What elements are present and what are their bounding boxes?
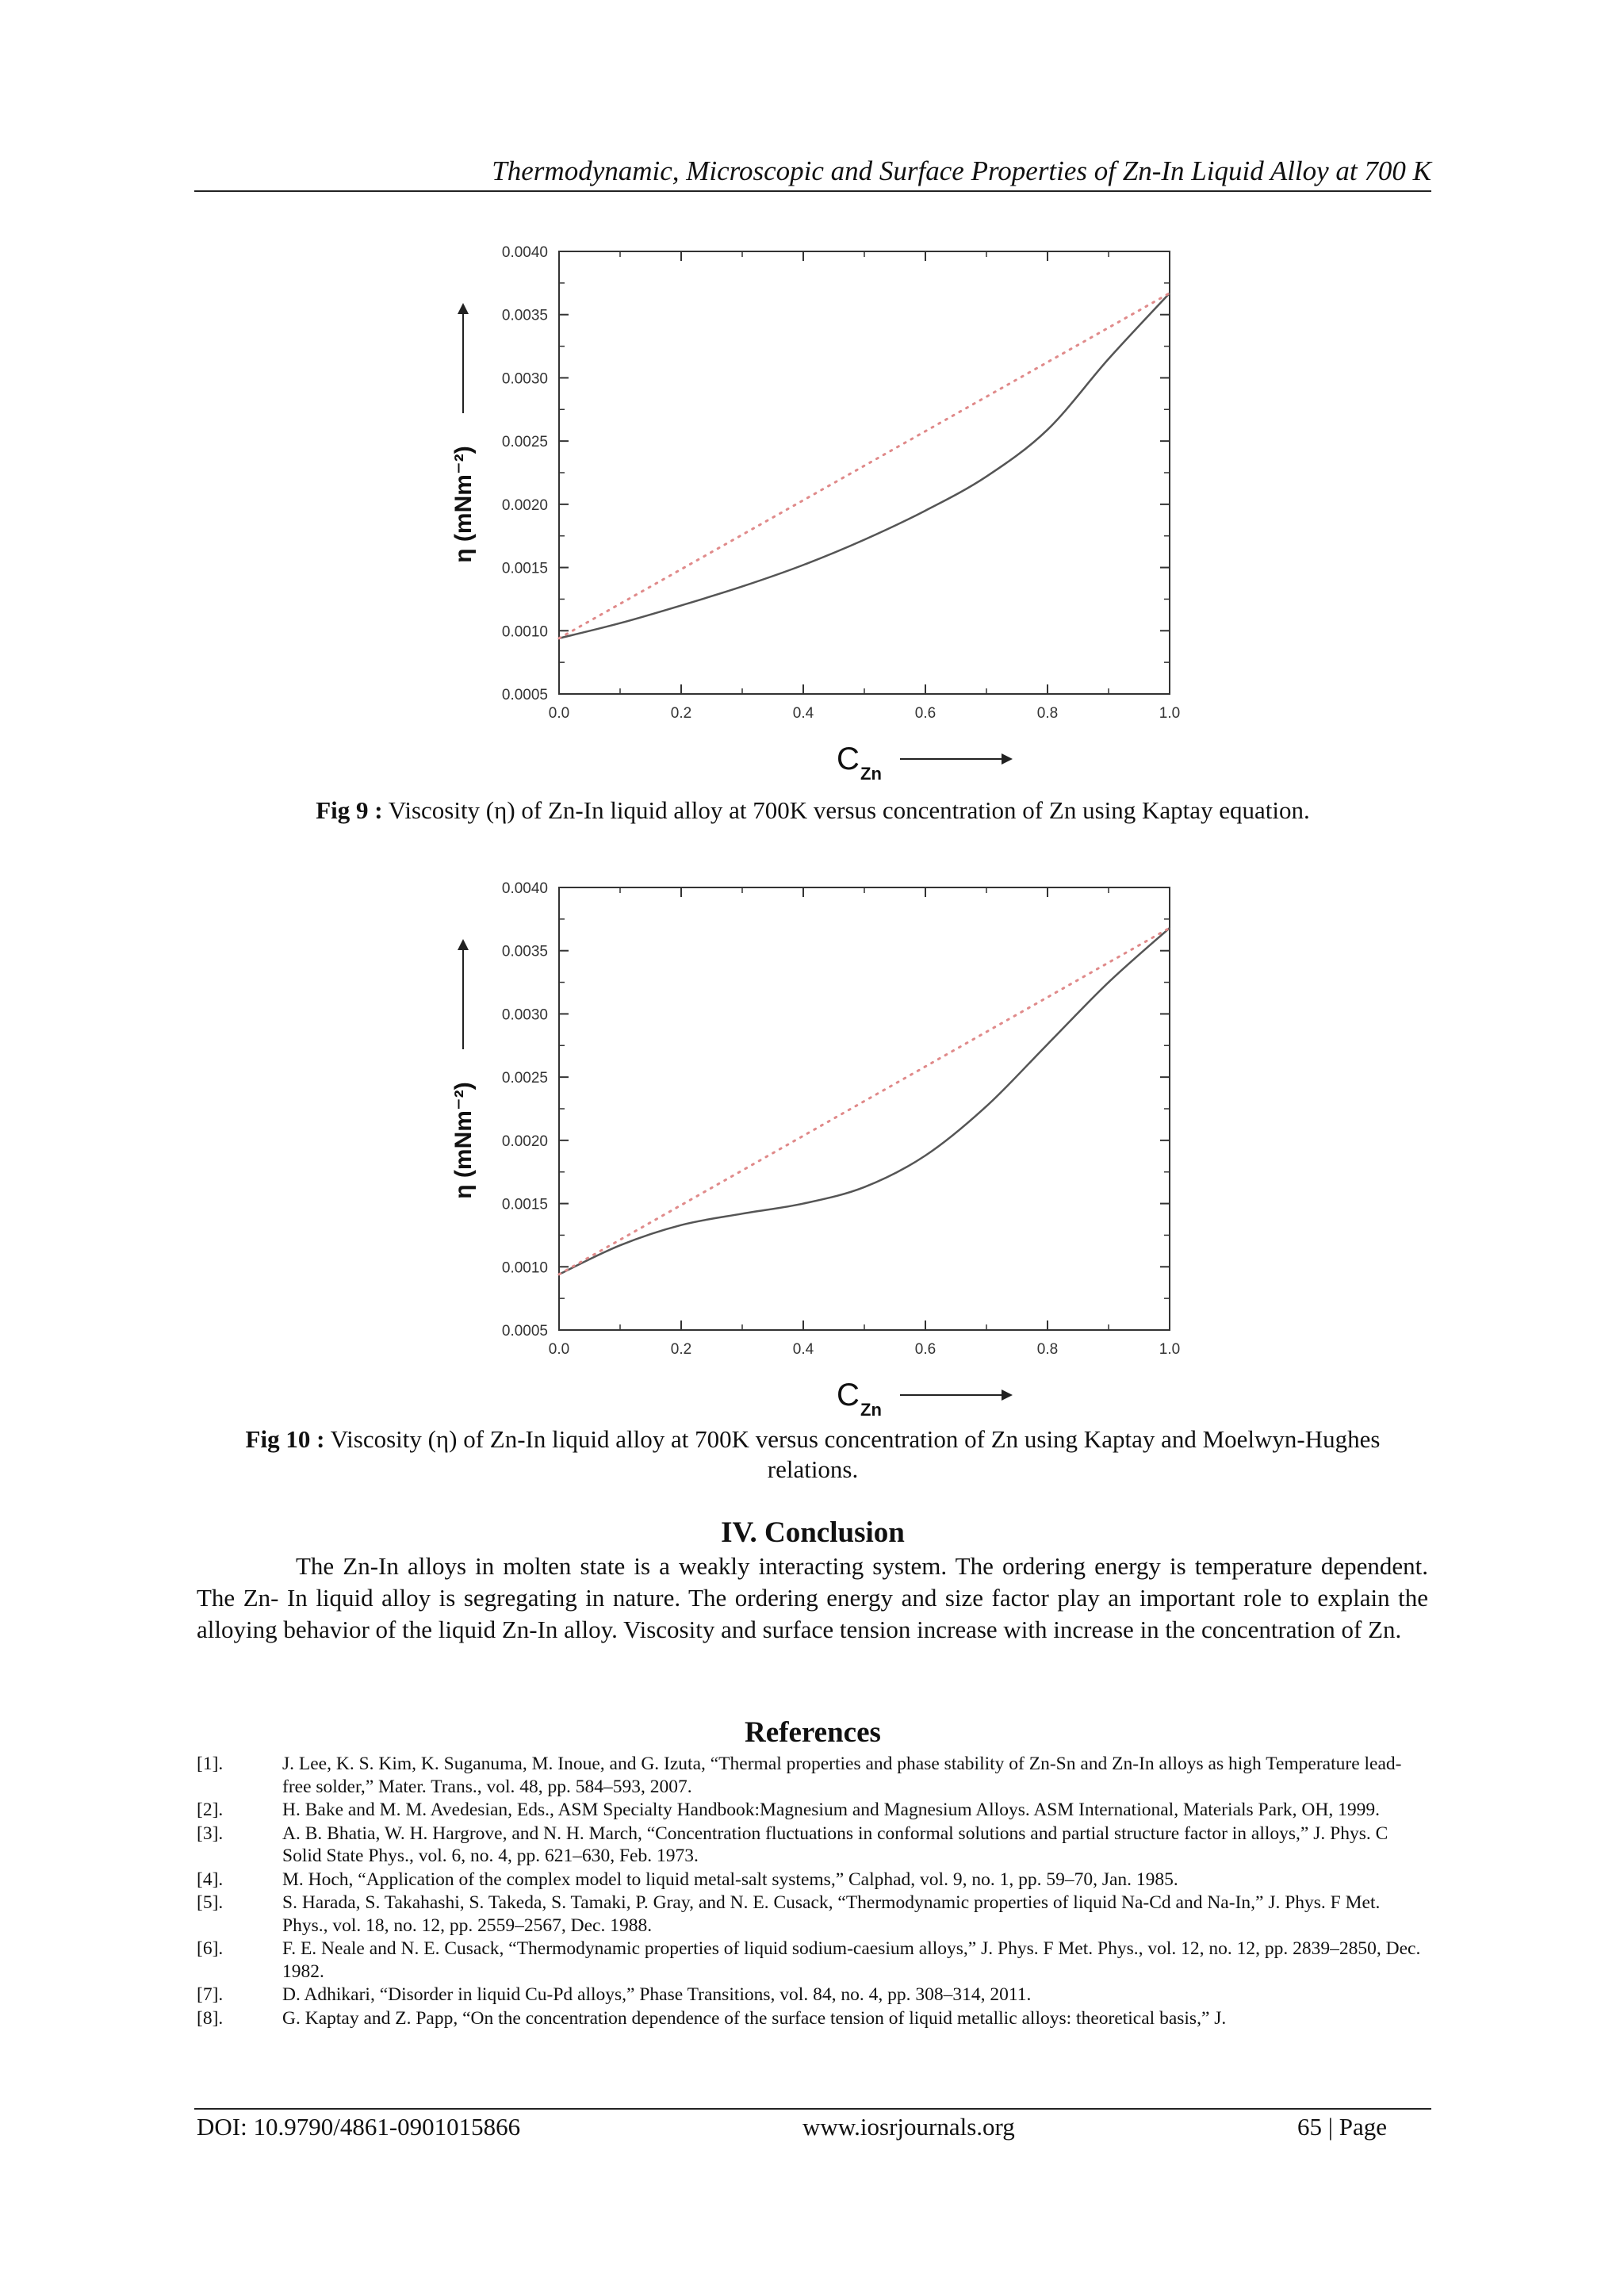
footer-divider xyxy=(194,2108,1431,2110)
reference-item xyxy=(197,1892,1422,1937)
x-axis-title: C xyxy=(837,742,860,776)
reference-number: [5]. xyxy=(197,1892,224,1913)
figure-10-caption xyxy=(214,1424,1411,1485)
footer-page-number: 65 | Page xyxy=(1297,2113,1387,2141)
figure-9-label: Fig 9 : xyxy=(316,796,383,824)
reference-text: H. Bake and M. M. Avedesian, Eds., ASM Specialty Handbook:Magnesium and Magnesium Alloys. ASM International, Materials Park, OH, 1999. xyxy=(282,1800,1380,1820)
x-tick-label: 1.0 xyxy=(1159,1341,1181,1358)
x-axis-title: C xyxy=(837,1378,860,1412)
reference-number: [6]. xyxy=(197,1938,224,1959)
y-tick-label: 0.0040 xyxy=(501,244,548,261)
dotted-reference-line xyxy=(559,293,1170,638)
header-divider xyxy=(194,190,1431,192)
y-axis-title-group xyxy=(450,939,477,1199)
y-tick-label: 0.0030 xyxy=(501,1006,548,1024)
x-axis-subscript: Zn xyxy=(860,764,882,784)
figure-9-text: Viscosity (η) of Zn-In liquid alloy at 700K versus concentration of Zn using Kaptay equation. xyxy=(382,796,1310,824)
y-tick-label: 0.0020 xyxy=(501,1133,548,1150)
reference-list xyxy=(197,1753,1422,2030)
y-tick-label: 0.0025 xyxy=(501,434,548,451)
figure-9-caption xyxy=(194,795,1431,826)
reference-text: G. Kaptay and Z. Papp, “On the concentration dependence of the surface tension of liquid metallic alloys: theoretical basis,” J. xyxy=(282,2007,1227,2029)
reference-text: D. Adhikari, “Disorder in liquid Cu-Pd alloys,” Phase Transitions, vol. 84, no. 4, pp. 308–314, 2011. xyxy=(282,1984,1032,2005)
y-tick-label: 0.0015 xyxy=(501,560,548,577)
y-axis-arrow-icon xyxy=(458,303,469,314)
x-axis-arrow-icon xyxy=(1002,753,1013,765)
y-axis-title-group xyxy=(450,303,477,563)
reference-text: S. Harada, S. Takahashi, S. Takeda, S. Tamaki, P. Gray, and N. E. Cusack, “Thermodynamic properties of liquid Na-Cd and Na-In,” J. Phys. F Met. Phys., vol. 18, no. 12, pp. 2559–2567, Dec. 1988. xyxy=(282,1892,1381,1936)
reference-item xyxy=(197,1823,1422,1868)
plot-frame xyxy=(559,251,1170,694)
y-tick-label: 0.0005 xyxy=(501,1323,548,1340)
y-tick-label: 0.0035 xyxy=(501,943,548,960)
y-tick-label: 0.0030 xyxy=(501,370,548,388)
plot-frame xyxy=(559,887,1170,1330)
conclusion-paragraph: The Zn-In alloys in molten state is a weakly interacting system. The ordering energy is temperature dependent. The Zn- In liquid alloy is segregating in nature. The ordering energy and size factor play an important role to explain the alloying behavior of the liquid Zn-In alloy. Viscosity and surface tension increase with increase in the concentration of Zn. xyxy=(197,1552,1428,1643)
reference-item xyxy=(197,1938,1422,1983)
y-tick-label: 0.0010 xyxy=(501,623,548,641)
x-tick-label: 0.4 xyxy=(792,705,814,722)
x-tick-label: 0.2 xyxy=(670,1341,692,1358)
y-tick-label: 0.0015 xyxy=(501,1196,548,1213)
reference-text: A. B. Bhatia, W. H. Hargrove, and N. H. March, “Concentration fluctuations in conformal solutions and partial structure factor in alloys,” J. Phys. C Solid State Phys., vol. 6, no. 4, pp. 621–630, Feb. 1973. xyxy=(282,1823,1388,1866)
reference-item xyxy=(197,1869,1422,1892)
reference-item xyxy=(197,1984,1422,2007)
y-tick-label: 0.0020 xyxy=(501,496,548,514)
reference-item xyxy=(197,1799,1422,1822)
chart-svg xyxy=(412,230,1221,833)
x-tick-label: 0.6 xyxy=(914,1341,936,1358)
footer-doi: DOI: 10.9790/4861-0901015866 xyxy=(197,2113,521,2141)
conclusion-heading: IV. Conclusion xyxy=(721,1516,905,1549)
y-tick-label: 0.0025 xyxy=(501,1070,548,1087)
reference-number: [4]. xyxy=(197,1869,224,1890)
dotted-reference-line xyxy=(559,928,1170,1274)
reference-text: J. Lee, K. S. Kim, K. Suganuma, M. Inoue, and G. Izuta, “Thermal properties and phase stability of Zn-Sn and Zn-In alloys as high Temperature lead-free solder,” Mater. Trans., vol. 48, pp. 584–593, 2007. xyxy=(282,1754,1402,1797)
x-tick-label: 0.6 xyxy=(914,705,936,722)
y-tick-label: 0.0005 xyxy=(501,687,548,703)
x-tick-label: 0.8 xyxy=(1036,705,1059,722)
y-axis-title: η (mNm⁻²) xyxy=(450,1082,477,1199)
y-tick-label: 0.0040 xyxy=(501,880,548,897)
x-axis-arrow-icon xyxy=(1002,1389,1013,1401)
reference-number: [7]. xyxy=(197,1984,224,2005)
x-tick-label: 0.4 xyxy=(792,1341,814,1358)
x-tick-label: 1.0 xyxy=(1159,705,1181,722)
figure-10-text: Viscosity (η) of Zn-In liquid alloy at 700K versus concentration of Zn using Kaptay and Moelwyn-Hughes relations. xyxy=(324,1425,1381,1483)
x-tick-label: 0.2 xyxy=(670,705,692,722)
reference-item xyxy=(197,1753,1422,1798)
x-tick-label: 0.0 xyxy=(548,1341,570,1358)
running-header: Thermodynamic, Microscopic and Surface Properties of Zn-In Liquid Alloy at 700 K xyxy=(492,155,1431,186)
y-axis-title: η (mNm⁻²) xyxy=(450,446,477,563)
x-axis-subscript: Zn xyxy=(860,1400,882,1420)
y-tick-label: 0.0010 xyxy=(501,1259,548,1277)
figure-10-chart xyxy=(412,866,1221,1469)
reference-text: F. E. Neale and N. E. Cusack, “Thermodynamic properties of liquid sodium-caesium alloys,” J. Phys. F Met. Phys., vol. 12, no. 12, pp. 2839–2850, Dec. 1982. xyxy=(282,1938,1421,1982)
chart-svg xyxy=(412,866,1221,1469)
reference-number: [8]. xyxy=(197,2007,224,2029)
x-tick-label: 0.0 xyxy=(548,705,570,722)
reference-number: [2]. xyxy=(197,1800,224,1820)
references-heading: References xyxy=(745,1716,881,1749)
reference-number: [3]. xyxy=(197,1823,224,1844)
reference-item xyxy=(197,2007,1422,2030)
figure-9-chart xyxy=(412,230,1221,833)
x-tick-label: 0.8 xyxy=(1036,1341,1059,1358)
footer-site: www.iosrjournals.org xyxy=(802,2113,1015,2141)
reference-number: [1]. xyxy=(197,1754,224,1774)
y-tick-label: 0.0035 xyxy=(501,307,548,324)
y-axis-arrow-icon xyxy=(458,939,469,950)
figure-10-label: Fig 10 : xyxy=(245,1425,325,1453)
reference-text: M. Hoch, “Application of the complex model to liquid metal-salt systems,” Calphad, vol. 9, no. 1, pp. 59–70, Jan. 1985. xyxy=(282,1869,1178,1890)
